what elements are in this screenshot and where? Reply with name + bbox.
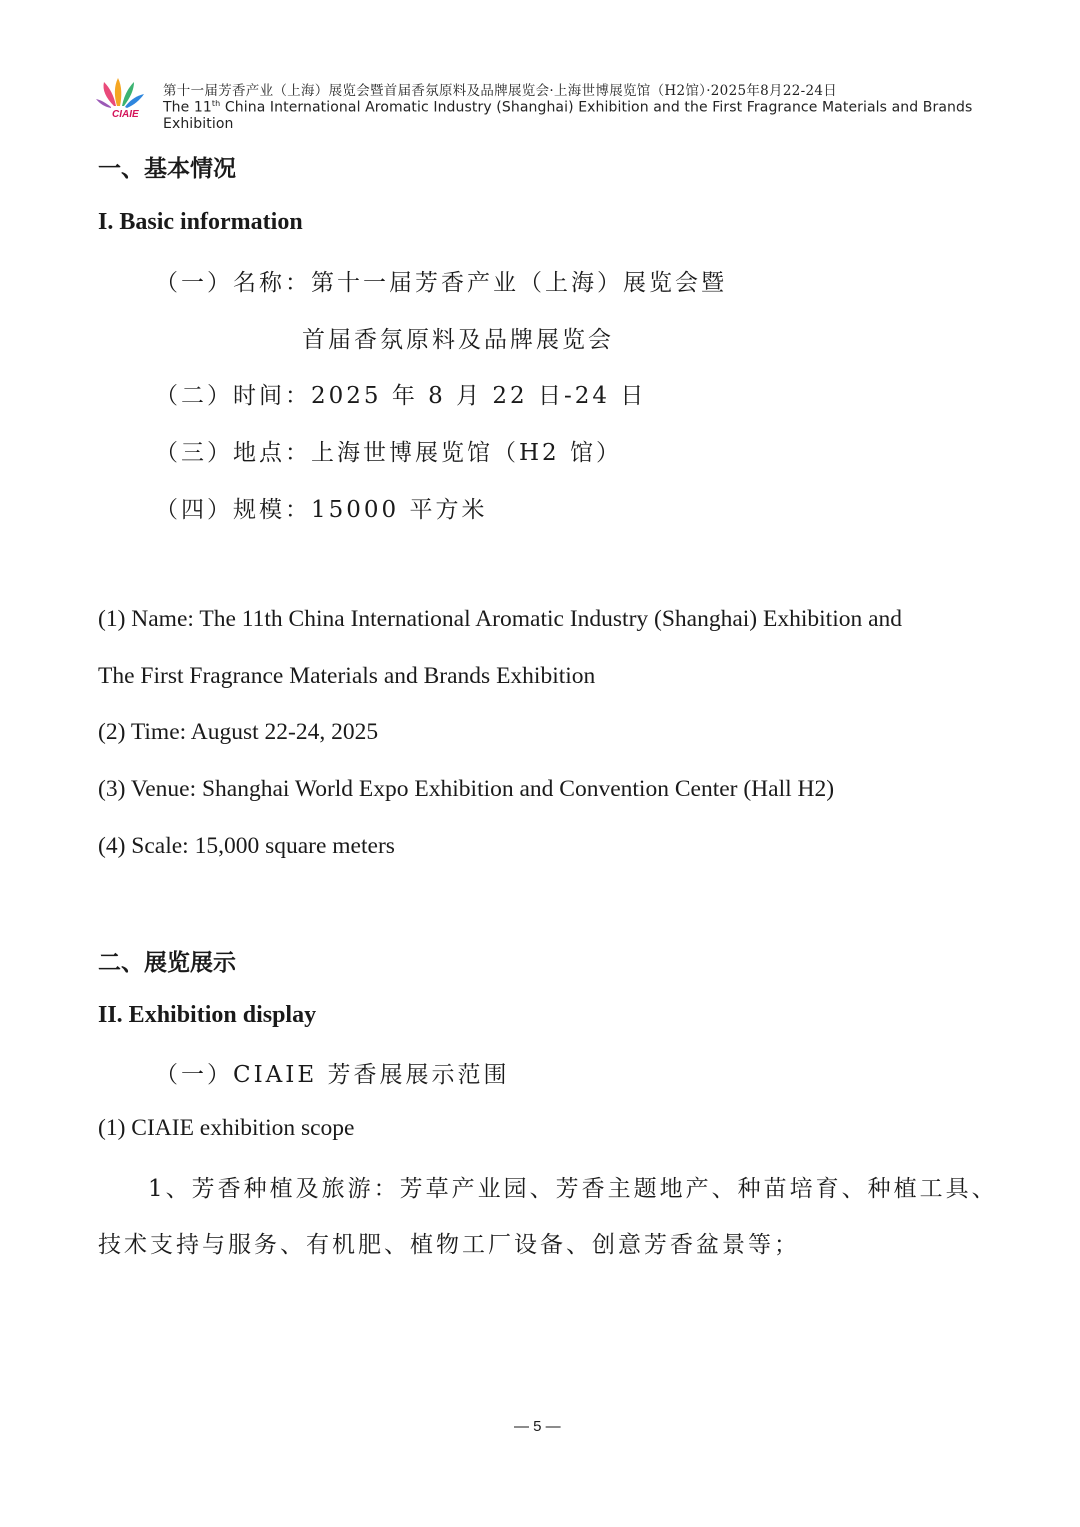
basic-item-scale-en: (4) Scale: 15,000 square meters: [98, 833, 395, 859]
scope-paragraph-line2: 技术支持与服务、有机肥、植物工厂设备、创意芳香盆景等；: [98, 1232, 800, 1258]
basic-item-venue-zh: （三）地点：上海世博展览馆（H2 馆）: [155, 440, 623, 466]
basic-item-venue-en: (3) Venue: Shanghai World Expo Exhibition and Convention Center (Hall H2): [98, 776, 835, 802]
header-line-zh: 第十一届芳香产业（上海）展览会暨首届香氛原料及品牌展览会·上海世博展览馆（H2馆）·2025年8月22-24日: [163, 83, 838, 99]
basic-item-time-zh: （二）时间：2025 年 8 月 22 日-24 日: [155, 383, 647, 409]
logo-text: CIAIE: [112, 109, 139, 118]
section1-heading-zh: 一、基本情况: [98, 156, 236, 182]
basic-item-name-zh: （一）名称：第十一届芳香产业（上海）展览会暨: [155, 270, 727, 296]
section2-heading-en: II. Exhibition display: [98, 1002, 317, 1028]
basic-item-name-cont-zh: 首届香氛原料及品牌展览会: [302, 327, 614, 353]
basic-item-scale-zh: （四）规模：15000 平方米: [155, 497, 488, 523]
basic-item-name-cont-en: The First Fragrance Materials and Brands Exhibition: [98, 663, 596, 689]
scope-paragraph-line1: 1、芳香种植及旅游：芳草产业园、芳香主题地产、种苗培育、种植工具、: [148, 1176, 998, 1202]
scope-subheading-en: (1) CIAIE exhibition scope: [98, 1115, 355, 1141]
header-line-en: The 11th China International Aromatic Industry (Shanghai) Exhibition and the First Fragrance Materials and Brands Exhibition: [163, 99, 973, 132]
ciaie-logo: [96, 76, 158, 118]
section2-heading-zh: 二、展览展示: [98, 950, 236, 976]
section1-heading-en: I. Basic information: [98, 209, 303, 235]
page-number: — 5 —: [514, 1418, 561, 1435]
basic-item-name-en: (1) Name: The 11th China International Aromatic Industry (Shanghai) Exhibition and: [98, 606, 903, 632]
basic-item-time-en: (2) Time: August 22-24, 2025: [98, 719, 379, 745]
scope-subheading-zh: （一）CIAIE 芳香展展示范围: [155, 1062, 510, 1088]
